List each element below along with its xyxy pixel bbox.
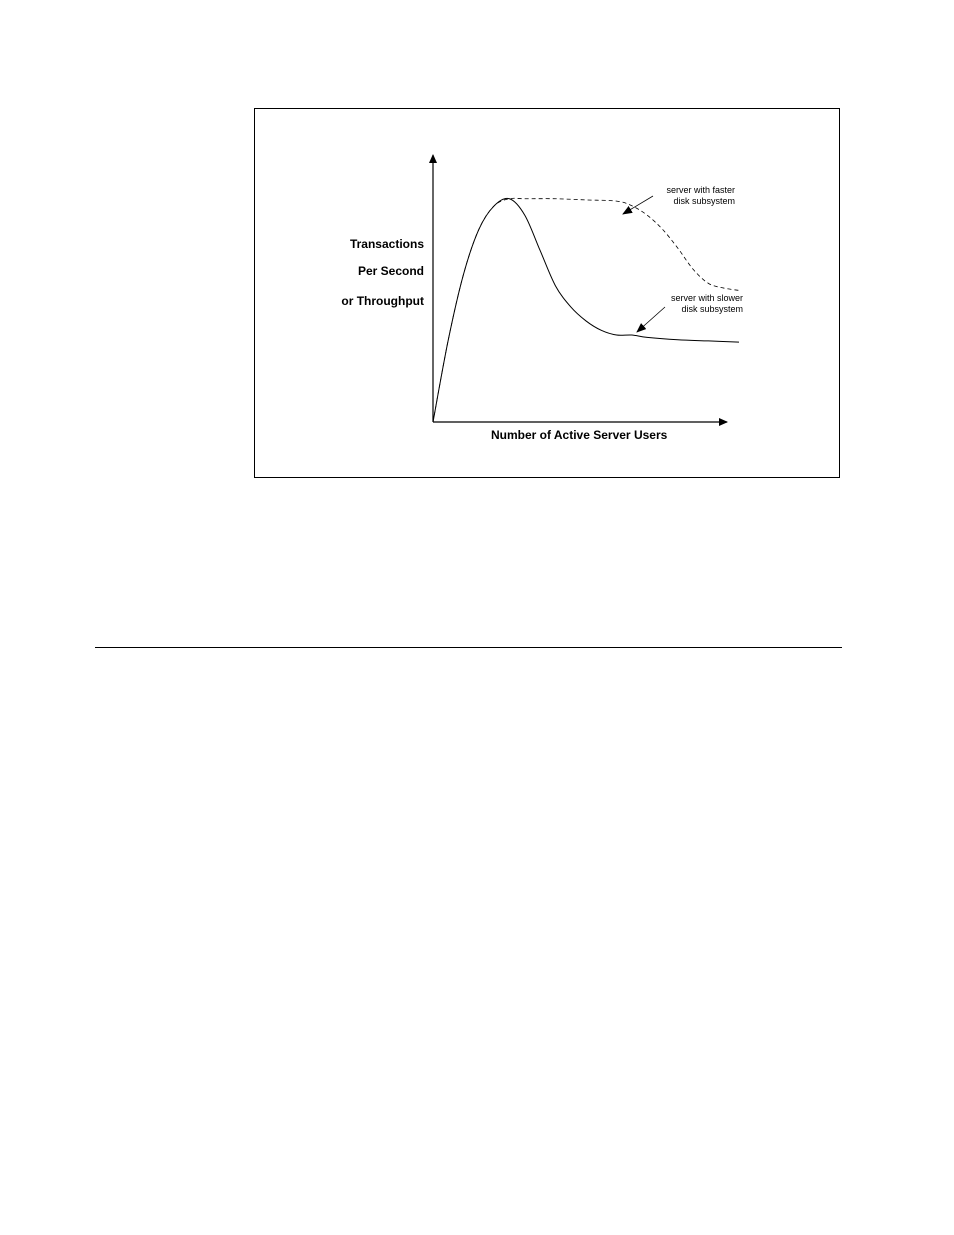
annotation-slower-line-1: server with slower <box>670 293 743 303</box>
figure-frame <box>254 108 840 478</box>
y-axis-label-line-2: Per Second <box>357 264 424 278</box>
annotation-slower-line-2: disk subsystem <box>681 304 743 314</box>
y-axis-label-line-3: or Throughput <box>341 294 424 308</box>
annotation-faster <box>635 185 735 207</box>
annotation-slower <box>643 293 743 315</box>
annotation-faster-line-1: server with faster <box>666 185 735 195</box>
page-separator <box>95 647 842 648</box>
annotation-faster-line-2: disk subsystem <box>673 196 735 206</box>
y-axis-label-line-1: Transactions <box>349 237 424 251</box>
x-axis-label: Number of Active Server Users <box>491 428 668 442</box>
